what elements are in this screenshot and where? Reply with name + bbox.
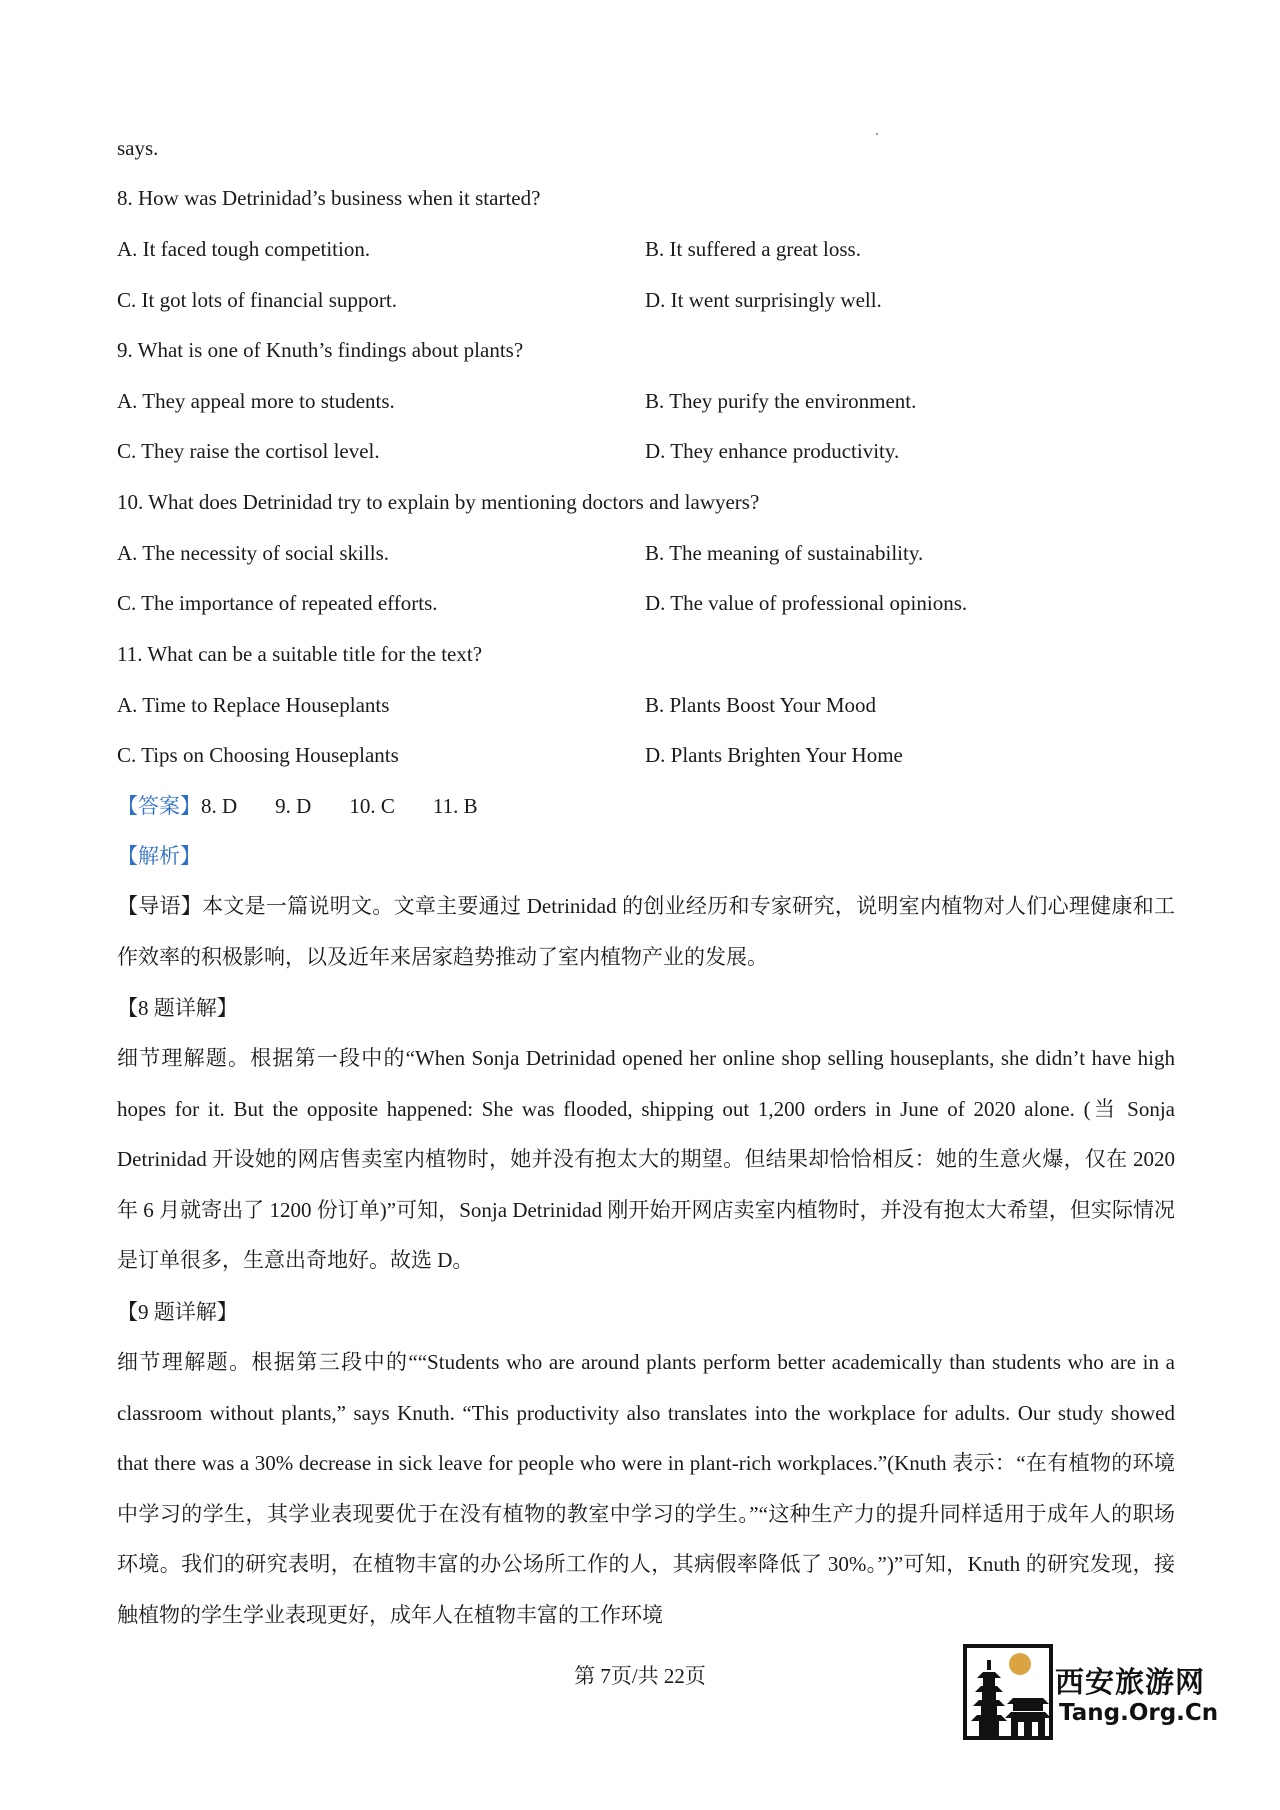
page-footer: 第 7页/共 22页 bbox=[574, 1664, 706, 1688]
analysis-label: 【解析】 bbox=[117, 844, 201, 868]
answer-label: 【答案】 bbox=[117, 794, 201, 818]
question-10: 10. What does Detrinidad try to explain by mentioning doctors and lawyers? bbox=[117, 490, 760, 514]
q11-option-c: C. Tips on Choosing Houseplants bbox=[117, 743, 399, 767]
logo-title: 西安旅游网 bbox=[1055, 1665, 1206, 1699]
q11-option-d: D. Plants Brighten Your Home bbox=[645, 743, 903, 767]
intro-paragraph: 【导语】本文是一篇说明文。文章主要通过 Detrinidad 的创业经历和专家研究，说明室内植物对人们心理健康和工作效率的积极影响，以及近年来居家趋势推动了室内植物产业的发展。 bbox=[117, 894, 1175, 969]
answer-10: 10. C bbox=[349, 794, 395, 818]
q10-option-d: D. The value of professional opinions. bbox=[645, 591, 968, 615]
detail-9-paragraph: 细节理解题。根据第三段中的““Students who are around plants perform better academically than students who are in a classroom without plants,” says Knuth. “This productivity also translates into the workplace for adults. Our study showed that there was a 30% decrease in sick leave for people who were in plant-rich workplaces.”(Knuth 表示：“在有植物的环境中学习的学生，其学业表现要优于在没有植物的教室中学习的学生。”“这种生产力的提升同样适用于成年人的职场环境。我们的研究表明，在植物丰富的办公场所工作的人，其病假率降低了 30%。”)”可知，Knuth 的研究发现，接触植物的学生学业表现更好，成年人在植物丰富的工作环境 bbox=[117, 1350, 1175, 1627]
pagoda-icon bbox=[963, 1642, 1055, 1742]
says-line: says. bbox=[117, 136, 159, 160]
q9-option-a: A. They appeal more to students. bbox=[117, 389, 395, 413]
detail-9-heading: 【9 题详解】 bbox=[117, 1300, 238, 1324]
detail-8-heading: 【8 题详解】 bbox=[117, 996, 238, 1020]
q9-option-c: C. They raise the cortisol level. bbox=[117, 439, 380, 463]
q8-option-a: A. It faced tough competition. bbox=[117, 237, 371, 261]
q11-option-b: B. Plants Boost Your Mood bbox=[645, 693, 877, 717]
q8-option-c: C. It got lots of financial support. bbox=[117, 288, 397, 312]
q9-option-d: D. They enhance productivity. bbox=[645, 439, 900, 463]
detail-8-paragraph: 细节理解题。根据第一段中的“When Sonja Detrinidad opened her online shop selling houseplants, she didn’t have high hopes for it. But the opposite happened: She was flooded, shipping out 1,200 orders in June of 2020 alone. (当 Sonja Detrinidad 开设她的网店售卖室内植物时，她并没有抱太大的期望。但结果却恰恰相反：她的生意火爆，仅在 2020 年 6 月就寄出了 1200 份订单)”可知，Sonja Detrinidad 刚开始开网店卖室内植物时，并没有抱太大希望，但实际情况是订单很多，生意出奇地好。故选 D。 bbox=[117, 1046, 1175, 1272]
q10-option-b: B. The meaning of sustainability. bbox=[645, 541, 924, 565]
q11-option-a: A. Time to Replace Houseplants bbox=[117, 693, 390, 717]
logo-url: Tang.Org.Cn bbox=[1059, 1700, 1219, 1726]
question-8: 8. How was Detrinidad’s business when it started? bbox=[117, 186, 541, 210]
q10-option-a: A. The necessity of social skills. bbox=[117, 541, 389, 565]
answer-line bbox=[117, 791, 478, 821]
q8-option-d: D. It went surprisingly well. bbox=[645, 288, 882, 312]
site-logo bbox=[963, 1642, 1219, 1742]
answer-11: 11. B bbox=[432, 794, 478, 818]
question-11: 11. What can be a suitable title for the text? bbox=[117, 642, 483, 666]
question-9: 9. What is one of Knuth’s findings about plants? bbox=[117, 338, 524, 362]
answer-9: 9. D bbox=[275, 794, 312, 818]
q10-option-c: C. The importance of repeated efforts. bbox=[117, 591, 438, 615]
scan-speck bbox=[876, 133, 878, 135]
q9-option-b: B. They purify the environment. bbox=[645, 389, 917, 413]
answer-8: 8. D bbox=[201, 794, 238, 818]
q8-option-b: B. It suffered a great loss. bbox=[645, 237, 861, 261]
